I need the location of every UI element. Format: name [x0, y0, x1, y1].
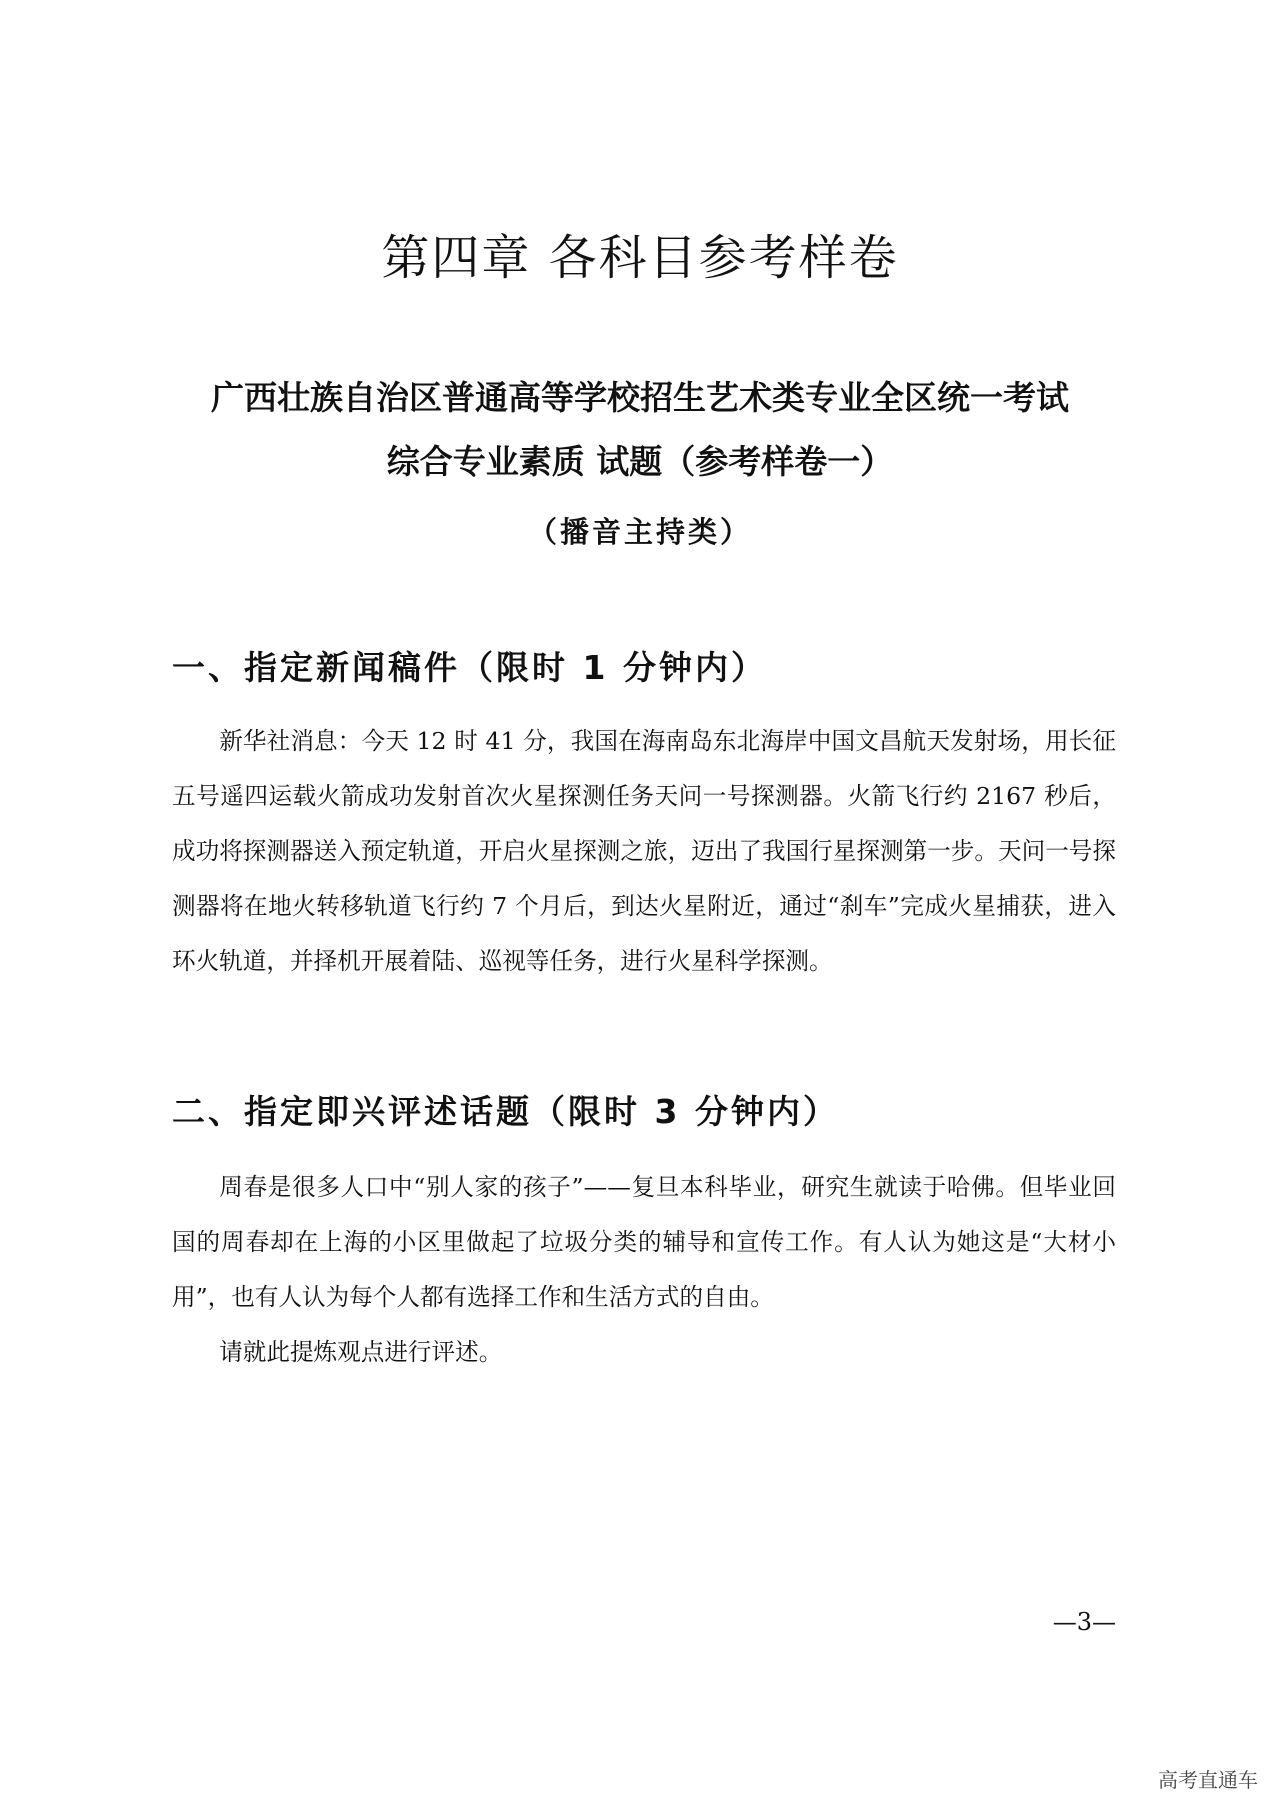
exam-title-line-1: 广西壮族自治区普通高等学校招生艺术类专业全区统一考试	[211, 378, 1069, 417]
watermark-text: 高考直通车	[1158, 1768, 1258, 1792]
page-number: —3—	[1052, 1608, 1116, 1636]
section-1-heading: 一、指定新闻稿件（限时 1 分钟内）	[172, 648, 767, 687]
chapter-title: 第四章 各科目参考样卷	[381, 230, 899, 286]
section-2-heading: 二、指定即兴评述话题（限时 3 分钟内）	[172, 1092, 839, 1131]
exam-category: （播音主持类）	[527, 515, 752, 549]
section-2-body: 周春是很多人口中“别人家的孩子”——复旦本科毕业，研究生就读于哈佛。但毕业回国的周春却在上海的小区里做起了垃圾分类的辅导和宣传工作。有人认为她这是“大材小用”，也有人认为每个人都有选择工作和生活方式的自由。	[172, 1173, 1116, 1311]
section-2-instruction: 请就此提炼观点进行评述。	[219, 1338, 503, 1366]
section-1-body: 新华社消息：今天 12 时 41 分，我国在海南岛东北海岸中国文昌航天发射场，用长征五号遥四运载火箭成功发射首次火星探测任务天问一号探测器。火箭飞行约 2167 秒后，成功将探测器送入预定轨道，开启火星探测之旅，迈出了我国行星探测第一步。天问一号探测器将在地火转移轨道飞行约 7 个月后，到达火星附近，通过“刹车”完成火星捕获，进入环火轨道，并择机开展着陆、巡视等任务，进行火星科学探测。	[172, 727, 1116, 975]
exam-title-line-2: 综合专业素质 试题（参考样卷一）	[386, 442, 894, 481]
